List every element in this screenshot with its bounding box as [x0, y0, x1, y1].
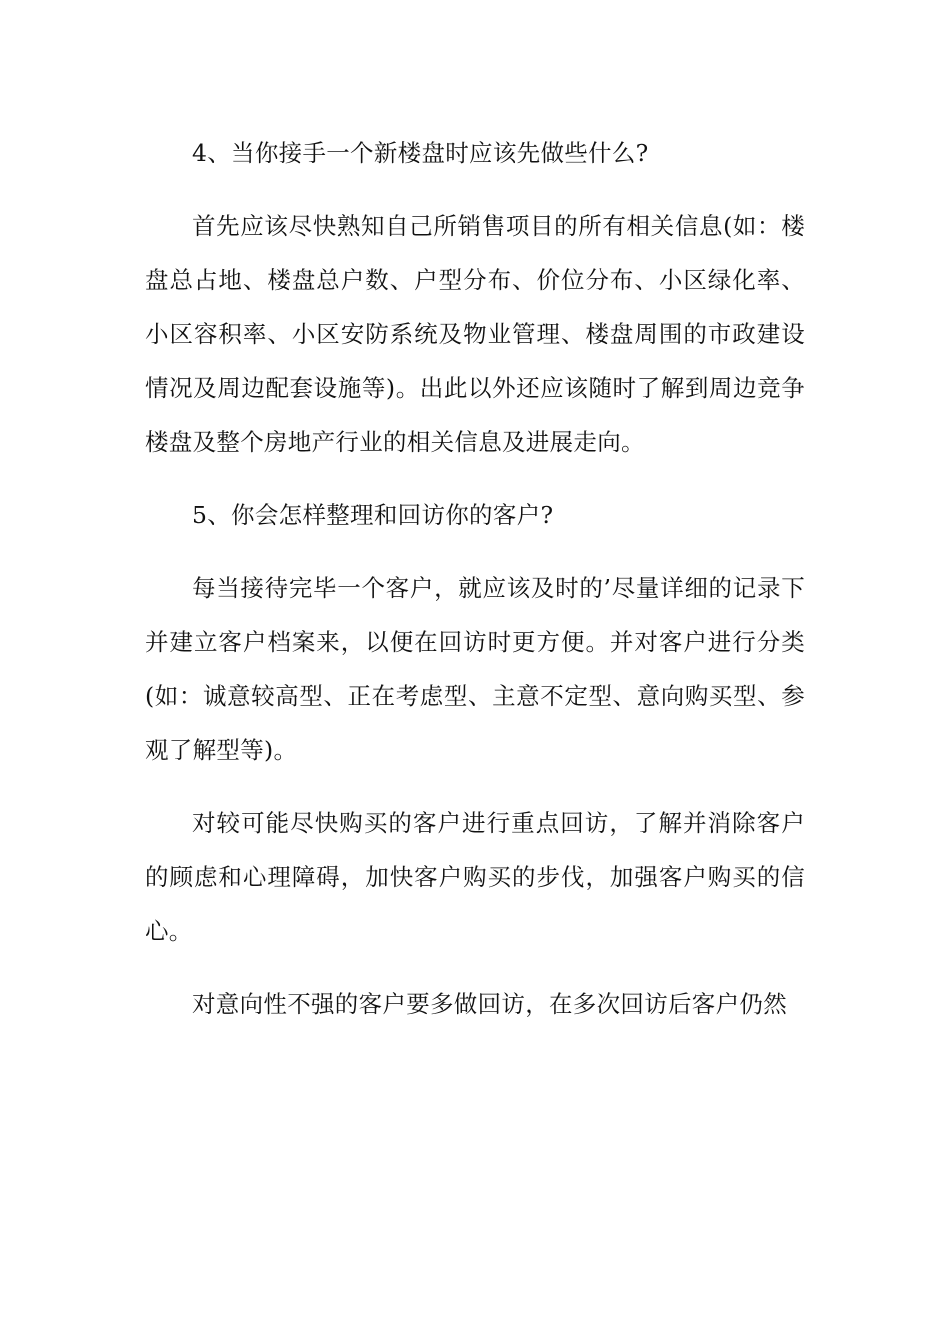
document-body	[145, 126, 805, 1050]
answer-paragraph-4: 首先应该尽快熟知自己所销售项目的所有相关信息(如：楼盘总占地、楼盘总户数、户型分布、价位分布、小区绿化率、小区容积率、小区安防系统及物业管理、楼盘周围的市政建设情况及周边配套设施等)。出此以外还应该随时了解到周边竞争楼盘及整个房地产行业的相关信息及进展走向。	[145, 212, 805, 456]
question-heading-5: 5、你会怎样整理和回访你的客户?	[192, 501, 554, 529]
answer-paragraph-5b: 对较可能尽快购买的客户进行重点回访，了解并消除客户的顾虑和心理障碍，加快客户购买的步伐，加强客户购买的信心。	[145, 809, 805, 945]
answer-paragraph-5a: 每当接待完毕一个客户，就应该及时的’尽量详细的记录下并建立客户档案来，以便在回访时更方便。并对客户进行分类(如：诚意较高型、正在考虑型、主意不定型、意向购买型、参观了解型等)。	[145, 574, 805, 764]
answer-paragraph-5c: 对意向性不强的客户要多做回访，在多次回访后客户仍然	[192, 990, 787, 1018]
question-heading-4: 4、当你接手一个新楼盘时应该先做些什么?	[192, 139, 649, 167]
